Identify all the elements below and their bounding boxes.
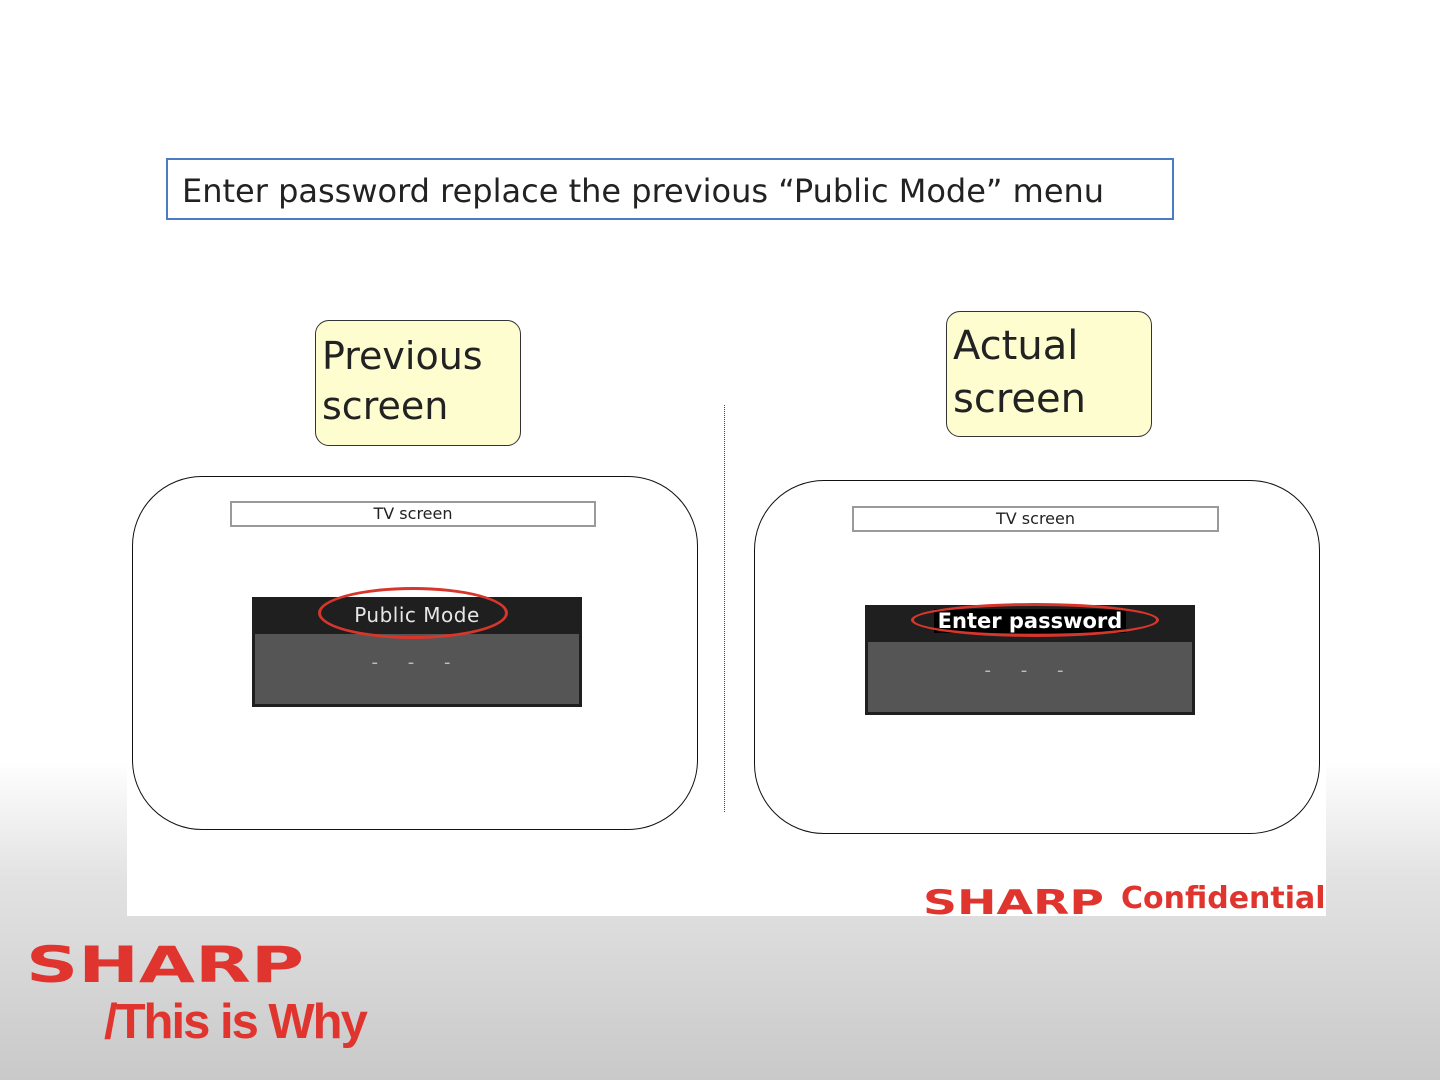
actual-label-line1: Actual xyxy=(953,323,1079,369)
actual-screen-label xyxy=(946,311,1152,437)
sharp-brand-logo xyxy=(26,938,306,986)
enter-password-dialog-value: - - - xyxy=(868,642,1192,712)
previous-label-line1: Previous xyxy=(322,334,483,378)
previous-screen-label xyxy=(315,320,521,446)
highlight-oval xyxy=(911,603,1159,637)
actual-tv-screen-label: TV screen xyxy=(852,506,1219,532)
actual-label-line2: screen xyxy=(953,375,1086,422)
highlight-oval xyxy=(318,587,508,639)
slide-title: Enter password replace the previous “Public Mode” menu xyxy=(166,158,1174,220)
confidential-label: Confidential xyxy=(1121,881,1326,916)
sharp-logo-text: SHARP xyxy=(923,884,1104,918)
public-mode-dialog-value: - - - xyxy=(255,634,579,704)
sharp-logo xyxy=(923,884,1106,918)
sharp-brand-text: SHARP xyxy=(26,938,304,986)
divider xyxy=(724,405,725,812)
previous-tv-screen-label: TV screen xyxy=(230,501,596,527)
enter-password-dialog-title: Enter password xyxy=(934,609,1127,633)
brand-tagline: /This is Why xyxy=(104,995,366,1049)
public-mode-dialog-title: Public Mode xyxy=(354,603,480,627)
previous-label-line2: screen xyxy=(322,384,449,429)
